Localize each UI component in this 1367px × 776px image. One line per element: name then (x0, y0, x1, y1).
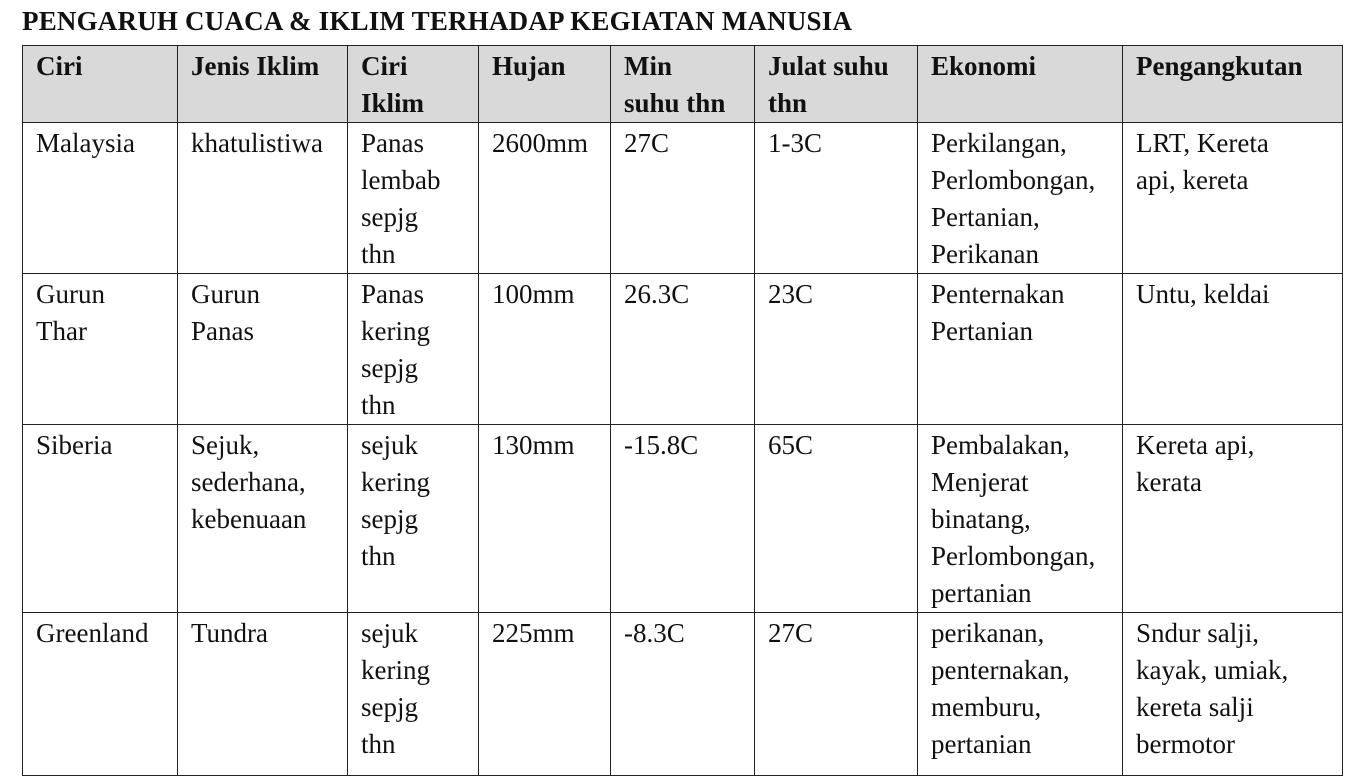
table-row (23, 274, 1343, 425)
cell-ekonomi: Penternakan Pertanian (918, 274, 1123, 425)
cell-min-suhu: -8.3C (611, 613, 755, 776)
cell-min-suhu: 27C (611, 123, 755, 274)
cell-ekonomi: Perkilangan, Perlombongan, Pertanian, Perikanan (918, 123, 1123, 274)
table-row (23, 123, 1343, 274)
cell-ciri-iklim: Panas kering sepjg thn (348, 274, 479, 425)
cell-pengangkutan: LRT, Kereta api, kereta (1123, 123, 1343, 274)
cell-ciri-iklim: Panas lembab sepjg thn (348, 123, 479, 274)
header-julat-suhu: Julat suhu thn (755, 46, 918, 123)
header-pengangkutan: Pengangkutan (1123, 46, 1343, 123)
header-ciri: Ciri (23, 46, 178, 123)
cell-hujan: 100mm (479, 274, 611, 425)
cell-jenis-iklim: khatulistiwa (178, 123, 348, 274)
climate-table (22, 45, 1343, 776)
cell-ciri: Siberia (23, 425, 178, 613)
header-ciri-iklim: Ciri Iklim (348, 46, 479, 123)
cell-ciri-iklim: sejuk kering sepjg thn (348, 425, 479, 613)
cell-hujan: 130mm (479, 425, 611, 613)
header-ekonomi: Ekonomi (918, 46, 1123, 123)
cell-ciri: Greenland (23, 613, 178, 776)
table-row (23, 425, 1343, 613)
table-header-row (23, 46, 1343, 123)
cell-julat-suhu: 1-3C (755, 123, 918, 274)
cell-hujan: 225mm (479, 613, 611, 776)
header-min-suhu: Min suhu thn (611, 46, 755, 123)
cell-ekonomi: perikanan, penternakan, memburu, pertanian (918, 613, 1123, 776)
cell-julat-suhu: 27C (755, 613, 918, 776)
table-row (23, 613, 1343, 776)
cell-pengangkutan: Sndur salji, kayak, umiak, kereta salji bermotor (1123, 613, 1343, 776)
page-title: PENGARUH CUACA & IKLIM TERHADAP KEGIATAN MANUSIA (22, 6, 853, 36)
cell-jenis-iklim: Tundra (178, 613, 348, 776)
cell-ciri: Malaysia (23, 123, 178, 274)
cell-julat-suhu: 65C (755, 425, 918, 613)
cell-pengangkutan: Kereta api, kerata (1123, 425, 1343, 613)
cell-jenis-iklim: Gurun Panas (178, 274, 348, 425)
cell-ciri-iklim: sejuk kering sepjg thn (348, 613, 479, 776)
cell-julat-suhu: 23C (755, 274, 918, 425)
cell-ekonomi: Pembalakan, Menjerat binatang, Perlombongan, pertanian (918, 425, 1123, 613)
cell-pengangkutan: Untu, keldai (1123, 274, 1343, 425)
cell-min-suhu: -15.8C (611, 425, 755, 613)
cell-jenis-iklim: Sejuk, sederhana, kebenuaan (178, 425, 348, 613)
cell-min-suhu: 26.3C (611, 274, 755, 425)
cell-ciri: Gurun Thar (23, 274, 178, 425)
header-hujan: Hujan (479, 46, 611, 123)
header-jenis-iklim: Jenis Iklim (178, 46, 348, 123)
cell-hujan: 2600mm (479, 123, 611, 274)
